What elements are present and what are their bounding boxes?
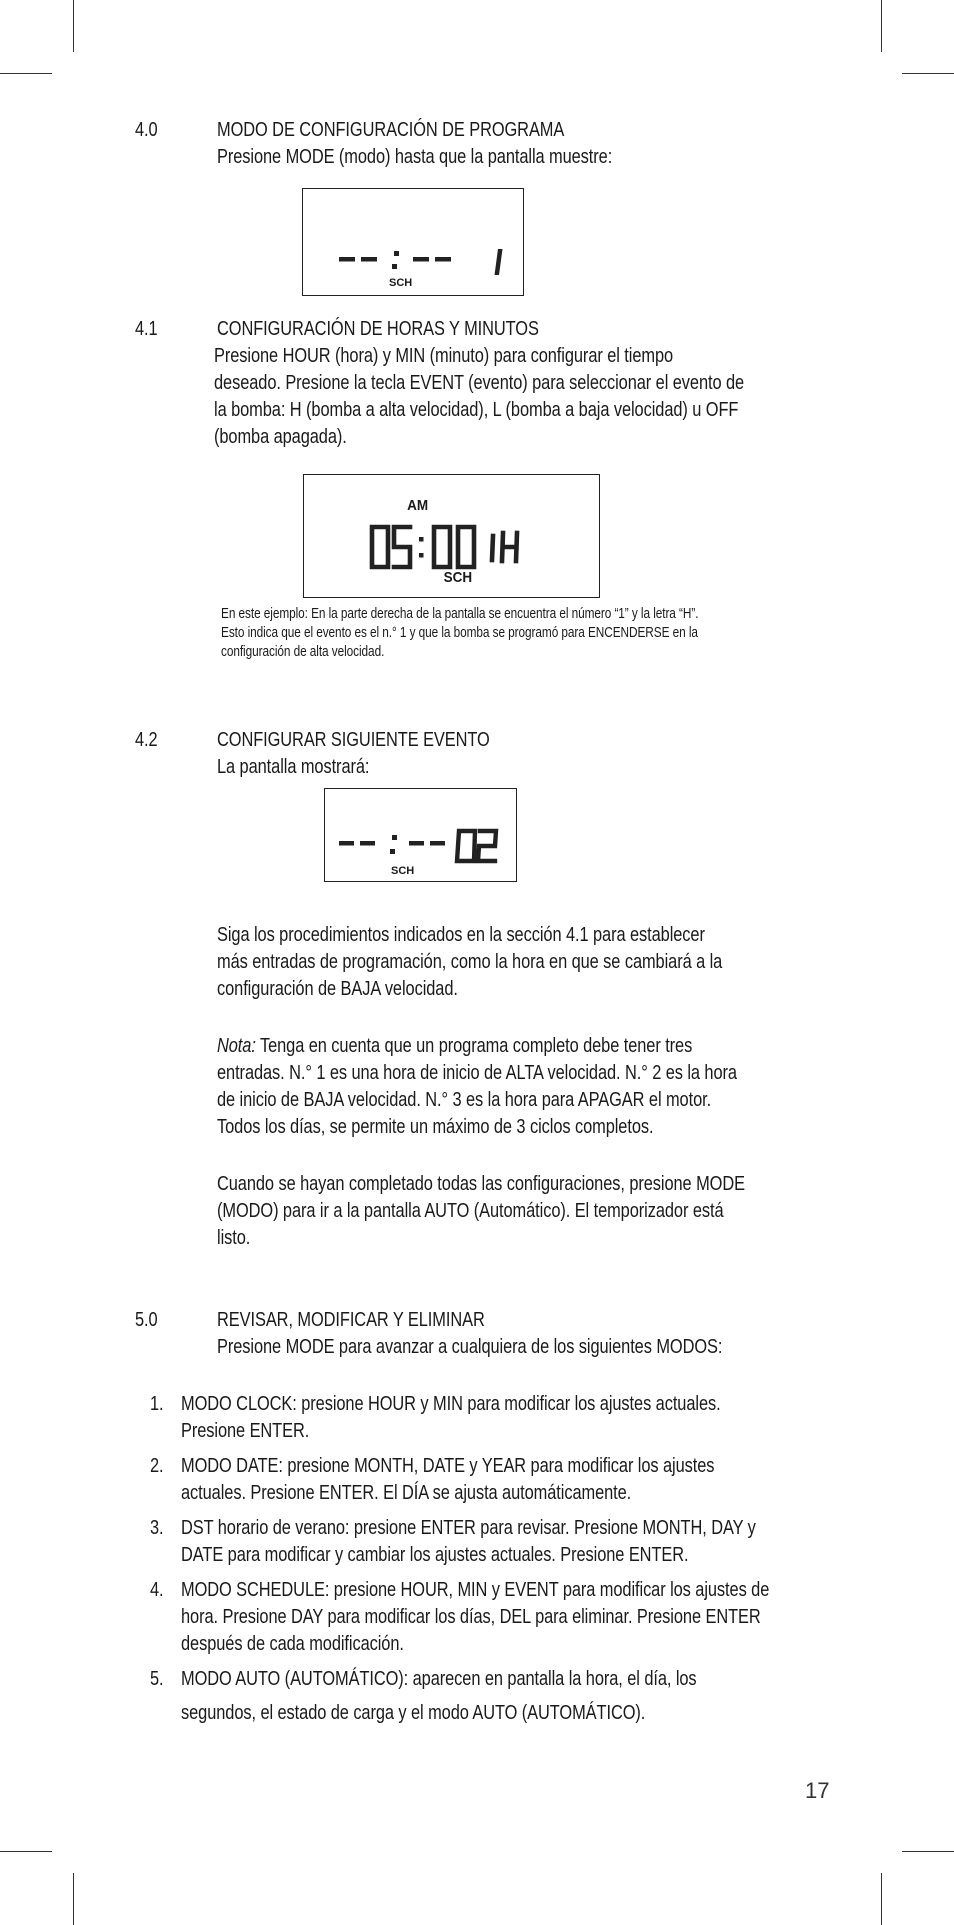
example-caption: En este ejemplo: En la parte derecha de la pantalla se encuentra el número “1” y la letra “H”. xyxy=(221,606,699,622)
section-title: CONFIGURACIÓN DE HORAS Y MINUTOS xyxy=(217,317,539,340)
section-title: CONFIGURAR SIGUIENTE EVENTO xyxy=(217,728,490,751)
note-label: Nota: xyxy=(217,1034,256,1057)
body-paragraph: (MODO) para ir a la pantalla AUTO (Automático). El temporizador está xyxy=(217,1199,724,1222)
lcd-am-label: AM xyxy=(407,497,429,514)
crop-mark xyxy=(881,0,882,52)
body-paragraph: listo. xyxy=(217,1226,251,1249)
list-item: DST horario de verano: presione ENTER para revisar. Presione MONTH, DAY y xyxy=(181,1516,756,1539)
list-number: 3. xyxy=(150,1516,164,1539)
note-paragraph xyxy=(217,1032,692,1060)
list-item: hora. Presione DAY para modificar los días, DEL para eliminar. Presione ENTER xyxy=(181,1605,761,1628)
list-item: Presione ENTER. xyxy=(181,1419,310,1442)
list-item: MODO SCHEDULE: presione HOUR, MIN y EVENT para modificar los ajustes de xyxy=(181,1578,770,1601)
crop-mark xyxy=(73,1873,74,1925)
lcd-sch-label: SCH xyxy=(391,865,415,877)
body-paragraph: más entradas de programación, como la hora en que se cambiará a la xyxy=(217,950,723,973)
lcd-display-empty xyxy=(302,188,524,296)
lcd-sch-label: SCH xyxy=(443,569,473,586)
note-paragraph: Todos los días, se permite un máximo de 3 ciclos completos. xyxy=(217,1115,654,1138)
crop-mark xyxy=(0,73,52,74)
section-title: MODO DE CONFIGURACIÓN DE PROGRAMA xyxy=(217,118,565,141)
section-number: 4.0 xyxy=(135,118,158,141)
list-item: MODO AUTO (AUTOMÁTICO): aparecen en pantalla la hora, el día, los xyxy=(181,1667,697,1690)
section-text: deseado. Presione la tecla EVENT (evento) para seleccionar el evento de xyxy=(214,371,745,394)
example-caption: configuración de alta velocidad. xyxy=(221,644,385,660)
body-paragraph: configuración de BAJA velocidad. xyxy=(217,977,458,1000)
body-paragraph: Cuando se hayan completado todas las configuraciones, presione MODE xyxy=(217,1172,745,1195)
section-text: La pantalla mostrará: xyxy=(217,755,370,778)
list-item: DATE para modificar y cambiar los ajustes actuales. Presione ENTER. xyxy=(181,1543,689,1566)
note-paragraph: de inicio de BAJA velocidad. N.° 3 es la hora para APAGAR el motor. xyxy=(217,1088,712,1111)
note-text: Tenga en cuenta que un programa completo debe tener tres xyxy=(255,1034,693,1057)
note-paragraph: entradas. N.° 1 es una hora de inicio de ALTA velocidad. N.° 2 es la hora xyxy=(217,1061,737,1084)
lcd-display-time xyxy=(303,474,600,598)
list-number: 4. xyxy=(150,1578,164,1601)
example-caption: Esto indica que el evento es el n.° 1 y que la bomba se programó para ENCENDERSE en la xyxy=(221,625,698,641)
body-paragraph: Siga los procedimientos indicados en la sección 4.1 para establecer xyxy=(217,923,705,946)
section-text: la bomba: H (bomba a alta velocidad), L (bomba a baja velocidad) u OFF xyxy=(214,398,739,421)
crop-mark xyxy=(902,1851,954,1852)
list-number: 2. xyxy=(150,1454,164,1477)
list-item: MODO DATE: presione MONTH, DATE y YEAR para modificar los ajustes xyxy=(181,1454,715,1477)
crop-mark xyxy=(881,1873,882,1925)
list-item: segundos, el estado de carga y el modo AUTO (AUTOMÁTICO). xyxy=(181,1701,646,1724)
section-text: Presione MODE para avanzar a cualquiera de los siguientes MODOS: xyxy=(217,1335,723,1358)
list-number: 5. xyxy=(150,1667,164,1690)
section-text: Presione HOUR (hora) y MIN (minuto) para configurar el tiempo xyxy=(214,344,674,367)
list-item: después de cada modificación. xyxy=(181,1632,404,1655)
crop-mark xyxy=(0,1851,52,1852)
crop-mark xyxy=(73,0,74,52)
section-text: (bomba apagada). xyxy=(214,425,347,448)
list-item: MODO CLOCK: presione HOUR y MIN para modificar los ajustes actuales. xyxy=(181,1392,721,1415)
lcd-display-event-02 xyxy=(324,788,517,882)
section-title: REVISAR, MODIFICAR Y ELIMINAR xyxy=(217,1308,485,1331)
lcd-sch-label: SCH xyxy=(389,277,413,289)
section-number: 4.2 xyxy=(135,728,158,751)
section-number: 4.1 xyxy=(135,317,158,340)
section-number: 5.0 xyxy=(135,1308,158,1331)
list-number: 1. xyxy=(150,1392,164,1415)
page-number: 17 xyxy=(805,1778,830,1803)
crop-mark xyxy=(902,73,954,74)
list-item: actuales. Presione ENTER. El DÍA se ajusta automáticamente. xyxy=(181,1481,632,1504)
section-text: Presione MODE (modo) hasta que la pantalla muestre: xyxy=(217,145,613,168)
